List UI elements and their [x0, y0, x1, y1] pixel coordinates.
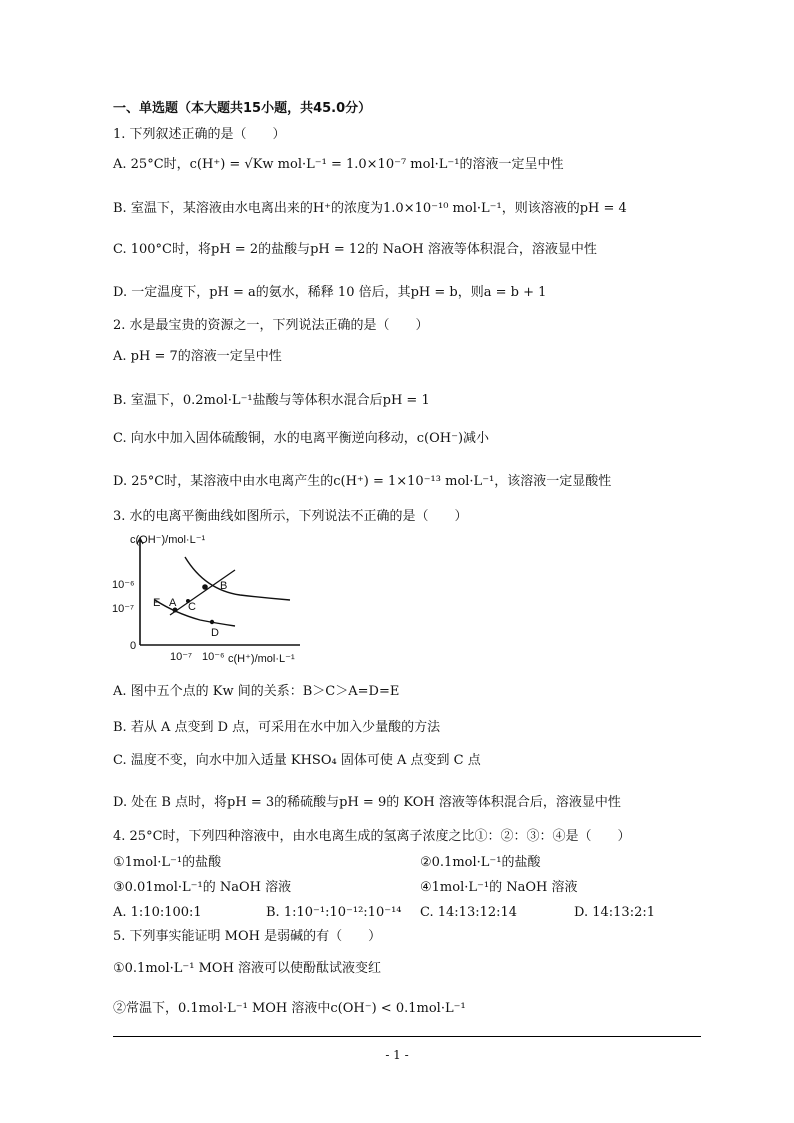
q4-option-d: D. 14:13:2:1	[574, 905, 655, 920]
q2-option-d: D. 25°C时，某溶液中由水电离产生的c(H⁺) = 1×10⁻¹³ mol·L⁻¹，该溶液一定显酸性	[113, 474, 612, 489]
q1-option-c: C. 100°C时，将pH = 2的盐酸与pH = 12的 NaOH 溶液等体积混合，溶液显中性	[113, 242, 597, 257]
origin-label: 0	[130, 640, 137, 652]
q4-item-4: ④1mol·L⁻¹的 NaOH 溶液	[420, 880, 578, 895]
q4-option-a: A. 1:10:100:1	[113, 905, 202, 920]
point-b-dot	[202, 584, 208, 590]
q2-option-a: A. pH = 7的溶液一定呈中性	[113, 349, 282, 364]
page-number: - 1 -	[385, 1048, 409, 1062]
section-header: 一、单选题（本大题共15小题，共45.0分）	[113, 101, 372, 116]
q3-option-d: D. 处在 B 点时，将pH = 3的稀硫酸与pH = 9的 KOH 溶液等体积混合后，溶液显中性	[113, 795, 621, 810]
q5-item-1: ①0.1mol·L⁻¹ MOH 溶液可以使酚酞试液变红	[113, 961, 382, 976]
x-axis-label: c(H⁺)/mol·L⁻¹	[228, 653, 295, 665]
point-d-label: D	[211, 627, 219, 639]
q3-stem: 3. 水的电离平衡曲线如图所示，下列说法不正确的是（ ）	[113, 509, 468, 524]
q1-option-b: B. 室温下，某溶液由水电离出来的H⁺的浓度为1.0×10⁻¹⁰ mol·L⁻¹，则该溶液的pH = 4	[113, 201, 627, 216]
q3-option-b: B. 若从 A 点变到 D 点，可采用在水中加入少量酸的方法	[113, 720, 441, 735]
q4-option-b: B. 1:10⁻¹:10⁻¹²:10⁻¹⁴	[266, 905, 402, 920]
point-e-label: E	[153, 597, 161, 609]
q1-option-a: A. 25°C时，c(H⁺) = √Kw mol·L⁻¹ = 1.0×10⁻⁷ mol·L⁻¹的溶液一定呈中性	[113, 157, 564, 172]
y-tick-1: 10⁻⁶	[112, 579, 135, 591]
x-tick-1: 10⁻⁷	[170, 651, 193, 663]
x-tick-2: 10⁻⁶	[202, 651, 225, 663]
y-axis-label: c(OH⁻)/mol·L⁻¹	[130, 535, 206, 546]
q4-option-c: C. 14:13:12:14	[420, 905, 518, 920]
q3-option-a: A. 图中五个点的 Kw 间的关系：B＞C＞A=D=E	[113, 684, 400, 699]
point-a-label: A	[169, 597, 177, 609]
q3-option-c: C. 温度不变，向水中加入适量 KHSO₄ 固体可使 A 点变到 C 点	[113, 753, 481, 768]
point-d-dot	[210, 620, 214, 624]
y-tick-2: 10⁻⁷	[112, 603, 135, 615]
q4-item-3: ③0.01mol·L⁻¹的 NaOH 溶液	[113, 880, 292, 895]
q4-stem: 4. 25°C时，下列四种溶液中，由水电离生成的氢离子浓度之比①：②：③：④是（ ）	[113, 829, 631, 844]
point-c-label: C	[188, 601, 196, 613]
q4-item-2: ②0.1mol·L⁻¹的盐酸	[420, 855, 541, 870]
footer-divider	[113, 1036, 701, 1037]
q2-option-b: B. 室温下，0.2mol·L⁻¹盐酸与等体积水混合后pH = 1	[113, 393, 430, 408]
q5-stem: 5. 下列事实能证明 MOH 是弱碱的有（ ）	[113, 929, 382, 944]
q2-option-c: C. 向水中加入固体硫酸铜，水的电离平衡逆向移动，c(OH⁻)减小	[113, 431, 490, 446]
q1-stem: 1. 下列叙述正确的是（ ）	[113, 127, 286, 142]
q2-stem: 2. 水是最宝贵的资源之一，下列说法正确的是（ ）	[113, 318, 429, 333]
q1-option-d: D. 一定温度下，pH = a的氨水，稀释 10 倍后，其pH = b，则a = b + 1	[113, 285, 547, 300]
q5-item-2: ②常温下，0.1mol·L⁻¹ MOH 溶液中c(OH⁻) < 0.1mol·L⁻¹	[113, 1001, 466, 1016]
diagonal-line	[170, 570, 235, 615]
point-b-label: B	[220, 580, 228, 592]
q4-item-1: ①1mol·L⁻¹的盐酸	[113, 855, 222, 870]
water-ionization-graph	[110, 535, 310, 665]
